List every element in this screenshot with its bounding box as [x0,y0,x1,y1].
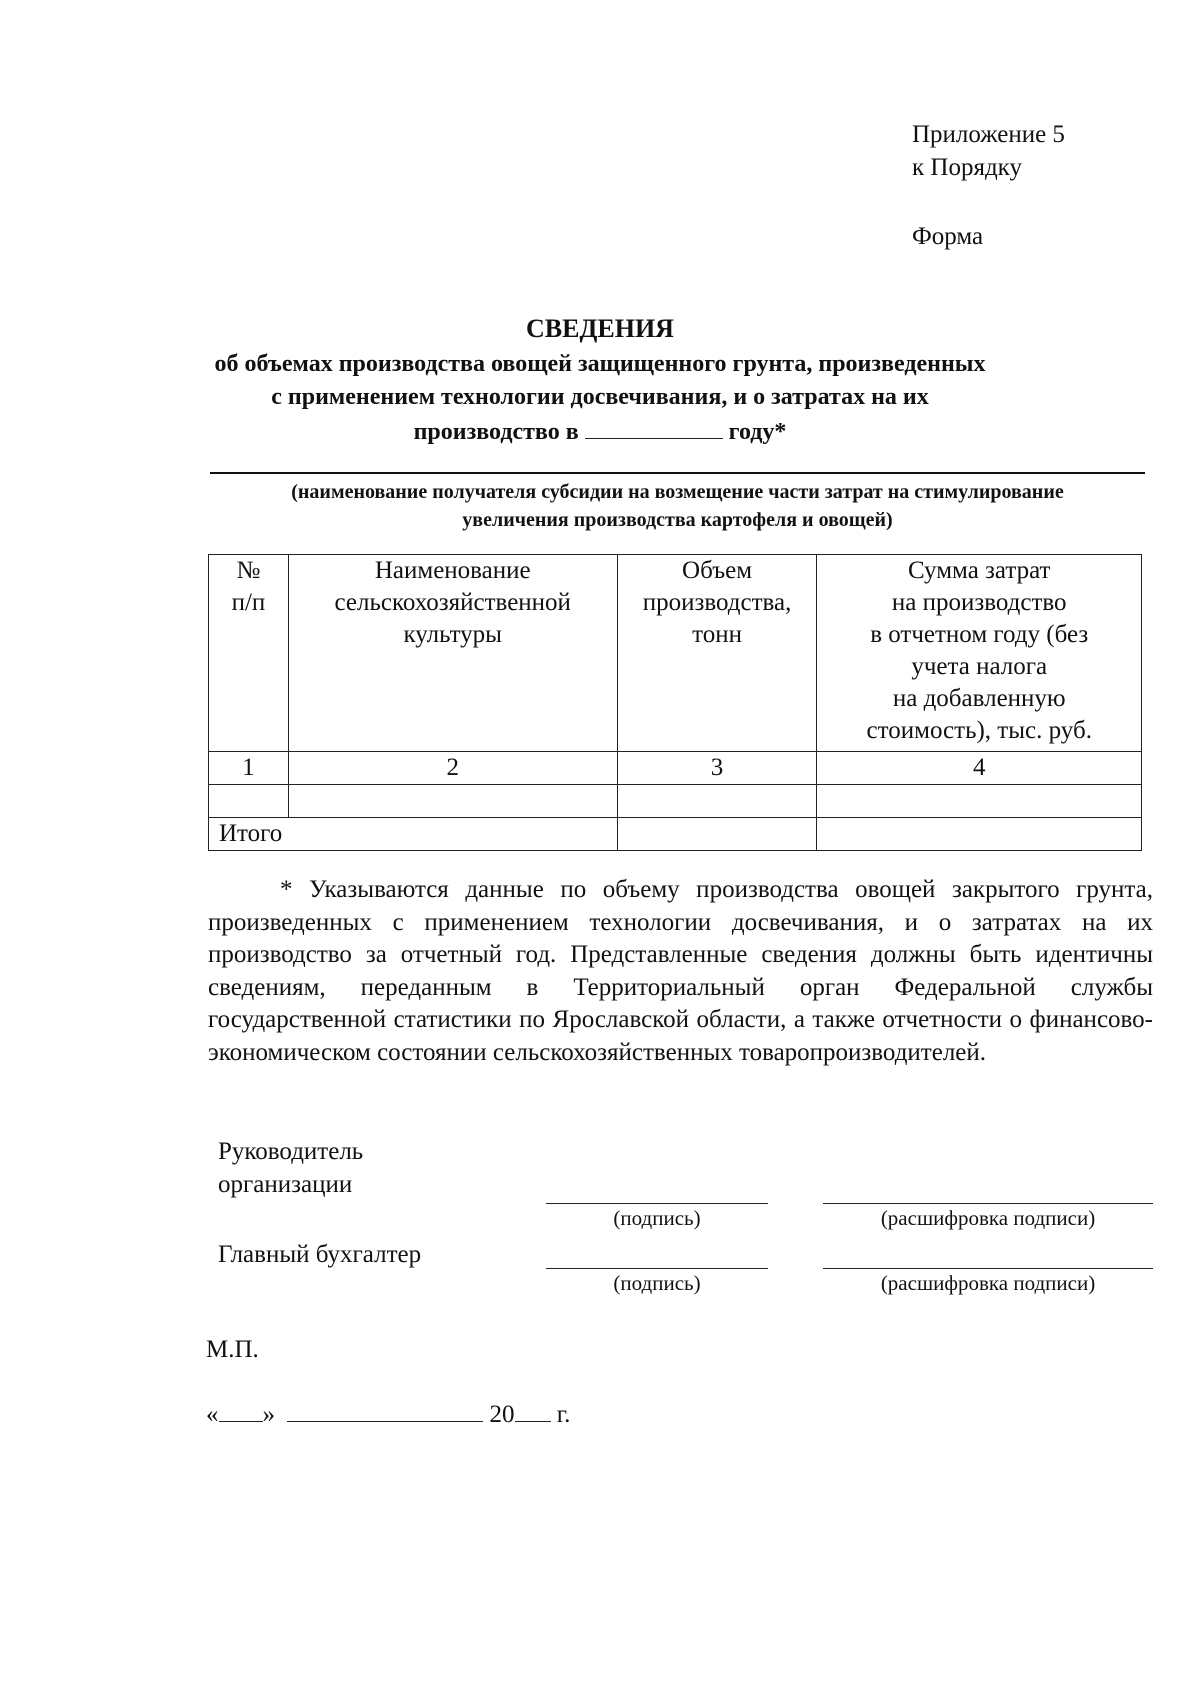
table-row [209,785,1142,818]
document-title: СВЕДЕНИЯ [526,314,674,343]
subtitle-line-3-start: производство в [413,419,579,445]
document-subtitle [0,348,1200,449]
column-number: 4 [817,752,1142,785]
appendix-order: к Порядку [912,154,1022,181]
date-close-quote: » [262,1401,275,1428]
form-label: Форма [912,223,984,250]
head-label: Руководитель организации [218,1138,364,1198]
table-cell[interactable] [617,785,817,818]
year-blank[interactable] [585,414,723,439]
column-number: 1 [209,752,289,785]
date-open-quote: « [206,1401,219,1428]
recipient-name-line[interactable] [210,472,1145,474]
column-number-row [209,752,1142,785]
year-prefix: 20 [489,1401,515,1428]
day-blank[interactable] [219,1395,263,1422]
head-decoding-caption: (расшифровка подписи) [880,1206,1096,1230]
head-decoding-line[interactable] [823,1203,1153,1204]
header-cell-crop: Наименование сельскохозяйственной культуры [288,555,617,752]
table-header-row [209,555,1142,752]
production-table [208,554,1142,851]
subtitle-line-3 [0,414,1200,449]
appendix-reference [912,118,1065,184]
total-row [209,818,1142,851]
total-costs-cell[interactable] [817,818,1142,851]
total-volume-cell[interactable] [617,818,817,851]
accountant-label: Главный бухгалтер [218,1241,422,1268]
accountant-decoding-caption: (расшифровка подписи) [880,1271,1096,1295]
year-suffix-blank[interactable] [515,1395,551,1422]
subtitle-line-1: об объемах производства овощей защищенного грунта, произведенных [214,351,986,377]
accountant-signature-caption: (подпись) [613,1271,701,1295]
total-label: Итого [209,818,618,851]
subtitle-line-3-end: году* [728,419,787,445]
head-signature-line[interactable] [546,1203,768,1204]
stamp-placeholder: М.П. [206,1336,259,1363]
table-cell[interactable] [817,785,1142,818]
column-number: 3 [617,752,817,785]
footnote [208,874,1153,1069]
table-cell[interactable] [209,785,289,818]
accountant-decoding-line[interactable] [823,1268,1153,1269]
recipient-caption [180,478,1175,534]
date-row [206,1395,570,1431]
accountant-signature-line[interactable] [546,1268,768,1269]
header-cell-costs: Сумма затрат на производство в отчетном году (без учета налога на добавленную стоимость), тыс. руб. [817,555,1142,752]
head-signature-caption: (подпись) [613,1206,701,1230]
recipient-caption-line-2: увеличения производства картофеля и овощей) [462,509,893,531]
recipient-caption-line-1: (наименование получателя субсидии на возмещение части затрат на стимулирование [291,481,1064,503]
column-number: 2 [288,752,617,785]
footnote-text: * Указываются данные по объему производства овощей закрытого грунта, произведенных с применением технологии досвечивания, и о затратах на их производство за отчетный год. Представленные сведения должны быть идентичны сведениям, переданным в Территориальный орган Федеральной службы государственной статистики по Ярославской области, а также отчетности о финансово-экономическом состоянии сельскохозяйственных товаропроизводителей. [208,876,1153,1066]
header-cell-number: № п/п [209,555,289,752]
subtitle-line-2: с применением технологии досвечивания, и о затратах на их [271,384,929,410]
month-blank[interactable] [287,1395,483,1422]
table-cell[interactable] [288,785,617,818]
appendix-number: Приложение 5 [912,121,1065,148]
year-suffix: г. [556,1401,571,1428]
header-cell-volume: Объем производства, тонн [617,555,817,752]
